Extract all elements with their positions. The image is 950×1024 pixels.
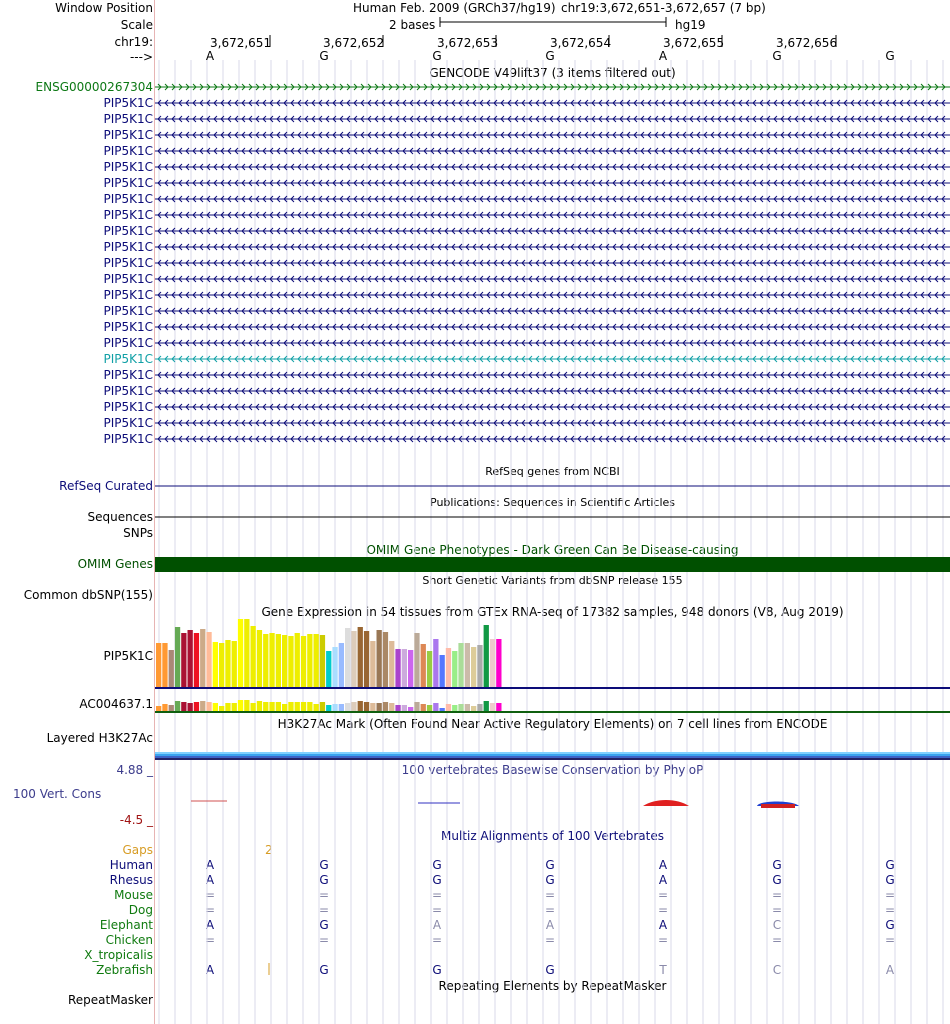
alignment-base: G: [432, 873, 442, 887]
omim-feature-bar: [155, 557, 950, 572]
gtex-tissue-bar: [206, 702, 211, 711]
alignment-base: =: [318, 903, 330, 917]
gencode-item-label[interactable]: PIP5K1C: [103, 176, 153, 190]
h3k27ac-track-label[interactable]: Layered H3K27Ac: [46, 731, 153, 745]
alignment-base: =: [204, 888, 216, 902]
gencode-item-label[interactable]: PIP5K1C: [103, 192, 153, 206]
gtex-tissue-bar: [377, 703, 382, 711]
alignment-base: =: [431, 933, 443, 947]
gtex-tissue-bar: [370, 703, 375, 711]
gtex-tissue-bar: [320, 635, 325, 687]
gtex-tissue-bar: [232, 641, 237, 687]
track-image-area[interactable]: [155, 0, 950, 1024]
gtex-tissue-bar: [471, 706, 476, 711]
refseq-track-label[interactable]: RefSeq Curated: [59, 479, 153, 493]
h3k27ac-layer: [155, 756, 950, 758]
gtex-tissue-bar: [156, 706, 161, 711]
alignment-base: G: [772, 858, 782, 872]
alignment-base: G: [319, 873, 329, 887]
gtex-tissue-bar: [465, 704, 470, 711]
gtex-tissue-bar: [408, 650, 413, 687]
gtex-tissue-bar: [295, 633, 300, 687]
gtex-tissue-bar: [225, 640, 230, 687]
gap-count: 2: [265, 843, 273, 857]
alignment-base: =: [431, 903, 443, 917]
gtex-tissue-bar: [251, 626, 256, 687]
ref-base: A: [658, 49, 668, 63]
window-position-label: Window Position: [55, 1, 153, 15]
gtex-tissue-bar: [200, 701, 205, 711]
phylop-min-label: -4.5 _: [119, 813, 153, 827]
gtex-gene-label[interactable]: PIP5K1C: [103, 649, 153, 663]
alignment-base: =: [318, 933, 330, 947]
ref-base: G: [772, 49, 782, 63]
alignment-base: G: [319, 858, 329, 872]
gtex-tissue-bar: [414, 633, 419, 687]
refseq-track-title: RefSeq genes from NCBI: [485, 465, 620, 478]
phylop-max-label: 4.88 _: [116, 763, 153, 777]
gencode-item-label[interactable]: PIP5K1C: [103, 352, 153, 366]
alignment-base: =: [884, 933, 896, 947]
gtex-tissue-bar: [471, 647, 476, 687]
species-label: Mouse: [114, 888, 153, 902]
gtex-tissue-bar: [188, 703, 193, 711]
phylop-logo-g: [761, 804, 795, 808]
gtex-tissue-bar: [288, 636, 293, 687]
gtex-tissue-bar: [238, 700, 243, 711]
scale-label: Scale: [120, 18, 153, 32]
alignment-base: T: [659, 963, 667, 977]
coord-tick-label: 3,672,656: [776, 36, 838, 50]
gtex-tissue-bar: [452, 651, 457, 687]
gencode-item-label[interactable]: PIP5K1C: [103, 416, 153, 430]
gtex-tissue-bar: [263, 634, 268, 687]
gtex-tissue-bar: [162, 643, 167, 687]
alignment-base: =: [544, 933, 556, 947]
gtex-tissue-bar: [490, 703, 495, 711]
chrom-label: chr19:: [114, 35, 153, 49]
ref-base: A: [205, 49, 215, 63]
alignment-base: =: [771, 903, 783, 917]
gtex-tissue-bar: [169, 650, 174, 687]
gtex-tissue-bar: [200, 629, 205, 687]
alignment-base: C: [772, 963, 782, 977]
position-text: chr19:3,672,651-3,672,657 (7 bp): [561, 1, 766, 15]
gtex-tissue-bar: [339, 704, 344, 711]
gtex-tissue-bar: [458, 643, 463, 687]
omim-track-label[interactable]: OMIM Genes: [77, 557, 153, 571]
alignment-base: =: [204, 903, 216, 917]
alignment-base: G: [885, 873, 895, 887]
species-label: Dog: [128, 903, 153, 917]
species-label: X_tropicalis: [84, 948, 153, 962]
alignment-base: A: [432, 918, 442, 932]
alignment-base: =: [771, 888, 783, 902]
gtex-tissue-bar: [490, 639, 495, 687]
alignment-base: A: [885, 963, 895, 977]
gtex-tissue-bar: [440, 655, 445, 687]
coord-tick-label: 3,672,653: [437, 36, 499, 50]
gtex-tissue-bar: [427, 705, 432, 711]
multiz-track-title: Multiz Alignments of 100 Vertebrates: [440, 829, 665, 843]
alignment-base: =: [771, 933, 783, 947]
gtex-tissue-bar: [458, 704, 463, 711]
coord-tick-label: 3,672,654: [550, 36, 612, 50]
gtex-tissue-bar: [206, 632, 211, 687]
gtex-tissue-bar: [314, 704, 319, 711]
alignment-base: G: [319, 918, 329, 932]
gtex-tissue-bar: [213, 703, 218, 711]
gencode-item-label[interactable]: PIP5K1C: [103, 400, 153, 414]
gencode-item-label[interactable]: PIP5K1C: [103, 432, 153, 446]
alignment-base: =: [544, 888, 556, 902]
gtex-tissue-bar: [421, 704, 426, 711]
gtex-tissue-bar: [301, 636, 306, 687]
gencode-item-label[interactable]: PIP5K1C: [103, 384, 153, 398]
alignment-base: =: [431, 888, 443, 902]
gtex-tissue-bar: [188, 630, 193, 687]
gtex-tissue-bar: [358, 701, 363, 711]
gtex-tissue-bar: [389, 703, 394, 711]
species-label: Elephant: [99, 918, 153, 932]
gencode-track-title: GENCODE V49lift37 (3 items filtered out): [429, 66, 676, 80]
gencode-item-label[interactable]: PIP5K1C: [103, 128, 153, 142]
gtex-tissue-bar: [194, 633, 199, 687]
publications-track-title: Publications: Sequences in Scientific Articles: [430, 496, 675, 509]
gtex-tissue-bar: [477, 645, 482, 687]
gtex-tissue-bar: [257, 701, 262, 711]
gencode-item-label[interactable]: PIP5K1C: [103, 320, 153, 334]
gtex-tissue-bar: [295, 702, 300, 711]
gencode-item-label[interactable]: PIP5K1C: [103, 224, 153, 238]
alignment-base: =: [544, 903, 556, 917]
gtex-tissue-bar: [288, 702, 293, 711]
alignment-base: A: [658, 858, 668, 872]
alignment-base: =: [884, 888, 896, 902]
scale-text: 2 bases: [389, 18, 436, 32]
repeatmasker-track-label[interactable]: RepeatMasker: [67, 993, 153, 1007]
gtex-tissue-bar: [332, 704, 337, 711]
gtex-tissue-bar: [358, 627, 363, 687]
alignment-base: G: [545, 873, 555, 887]
gtex-tissue-bar: [370, 641, 375, 687]
gtex-tissue-bar: [269, 702, 274, 711]
gtex-tissue-bar: [326, 705, 331, 711]
gtex-tissue-bar: [414, 702, 419, 711]
gtex-tissue-bar: [282, 635, 287, 687]
gtex-tissue-bar: [364, 631, 369, 687]
assembly-text: Human Feb. 2009 (GRCh37/hg19): [353, 1, 556, 15]
gtex-tissue-bar: [232, 703, 237, 711]
gtex-tissue-bar: [345, 703, 350, 711]
gtex-tissue-bar: [257, 630, 262, 687]
gtex-tissue-bar: [307, 634, 312, 687]
gtex-tissue-bar: [332, 647, 337, 687]
omim-track-title: OMIM Gene Phenotypes - Dark Green Can Be Disease-causing: [366, 543, 739, 557]
gtex-tissue-bar: [219, 643, 224, 687]
gtex-tissue-bar: [427, 651, 432, 687]
h3k27ac-layer: [155, 752, 950, 754]
gencode-item-label[interactable]: PIP5K1C: [103, 208, 153, 222]
alignment-base: A: [205, 918, 215, 932]
gtex-tissue-bar: [307, 702, 312, 711]
dbsnp-track-title: Short Genetic Variants from dbSNP release 155: [422, 574, 683, 587]
gencode-item-label[interactable]: PIP5K1C: [103, 336, 153, 350]
gtex-tissue-bar: [320, 702, 325, 711]
db-text: hg19: [675, 18, 706, 32]
gtex-tissue-bar: [364, 702, 369, 711]
alignment-base: G: [772, 873, 782, 887]
gtex-tissue-bar: [351, 702, 356, 711]
gtex-tissue-bar: [269, 633, 274, 687]
gencode-item-label[interactable]: PIP5K1C: [103, 272, 153, 286]
gtex-tissue-bar: [225, 703, 230, 711]
gtex-tissue-bar: [244, 700, 249, 711]
gtex-tissue-bar: [402, 705, 407, 711]
snps-track-label[interactable]: SNPs: [123, 526, 153, 540]
gtex-tissue-bar: [181, 702, 186, 711]
alignment-base: A: [205, 963, 215, 977]
gtex-tissue-bar: [440, 708, 445, 711]
gencode-item-label[interactable]: PIP5K1C: [103, 240, 153, 254]
alignment-base: C: [772, 918, 782, 932]
ref-base: G: [885, 49, 895, 63]
gtex-tissue-bar: [194, 702, 199, 711]
gtex-tissue-bar: [377, 630, 382, 687]
gtex-tissue-bar: [181, 633, 186, 687]
gtex-tissue-bar: [446, 704, 451, 711]
phylop-track-label[interactable]: 100 Vert. Cons: [13, 787, 102, 801]
gtex-tissue-bar: [169, 705, 174, 711]
gtex-tissue-bar: [452, 705, 457, 711]
ref-base: G: [432, 49, 442, 63]
gtex-tissue-bar: [408, 707, 413, 711]
gtex-tissue-bar: [402, 649, 407, 687]
alignment-base: =: [657, 888, 669, 902]
alignment-base: =: [884, 903, 896, 917]
gencode-item-label[interactable]: PIP5K1C: [103, 256, 153, 270]
species-label: Chicken: [105, 933, 153, 947]
alignment-base: =: [657, 903, 669, 917]
h3k27ac-layer: [155, 758, 950, 760]
gtex-tissue-bar: [496, 703, 501, 711]
gtex-tissue-bar: [175, 627, 180, 687]
gtex-tissue-bar: [383, 702, 388, 711]
alignment-base: G: [885, 858, 895, 872]
gencode-item-label[interactable]: PIP5K1C: [103, 288, 153, 302]
coord-tick-label: 3,672,655: [663, 36, 725, 50]
gtex-tissue-bar: [484, 625, 489, 687]
gtex-tissue-bar: [219, 706, 224, 711]
gtex-tissue-bar: [213, 642, 218, 687]
gencode-item-label[interactable]: PIP5K1C: [103, 160, 153, 174]
gtex-tissue-bar: [276, 702, 281, 711]
strand-label: --->: [129, 50, 153, 64]
gtex-track-title: Gene Expression in 54 tissues from GTEx RNA-seq of 17382 samples, 948 donors (V8, Aug 2019): [261, 605, 844, 619]
alignment-base: A: [545, 918, 555, 932]
alignment-base: =: [204, 933, 216, 947]
gtex-gene-label[interactable]: AC004637.1: [79, 697, 153, 711]
gtex-tissue-bar: [263, 702, 268, 711]
alignment-base: A: [658, 918, 668, 932]
gencode-item-label[interactable]: PIP5K1C: [103, 96, 153, 110]
gtex-tissue-bar: [238, 619, 243, 687]
repeatmasker-track-title: Repeating Elements by RepeatMasker: [438, 979, 667, 993]
h3k27ac-track-title: H3K27Ac Mark (Often Found Near Active Regulatory Elements) on 7 cell lines from ENCODE: [277, 717, 828, 731]
phylop-logo-a: [643, 800, 689, 806]
gencode-item-label[interactable]: PIP5K1C: [103, 304, 153, 318]
gtex-tissue-bar: [339, 643, 344, 687]
gtex-tissue-bar: [383, 632, 388, 687]
gencode-item-label-first[interactable]: ENSG00000267304: [35, 80, 153, 94]
gtex-tissue-bar: [175, 701, 180, 711]
alignment-base: A: [205, 873, 215, 887]
gtex-tissue-bar: [421, 644, 426, 687]
species-label: Rhesus: [109, 873, 153, 887]
gtex-tissue-bar: [496, 639, 501, 687]
dbsnp-track-label[interactable]: Common dbSNP(155): [23, 588, 153, 602]
alignment-base: G: [319, 963, 329, 977]
gtex-tissue-bar: [345, 628, 350, 687]
alignment-base: G: [885, 918, 895, 932]
gtex-tissue-bar: [465, 643, 470, 687]
alignment-base: =: [318, 888, 330, 902]
h3k27ac-layer: [155, 754, 950, 756]
gencode-item-label[interactable]: PIP5K1C: [103, 144, 153, 158]
gtex-tissue-bar: [282, 704, 287, 711]
gtex-tissue-bar: [433, 639, 438, 687]
alignment-base: G: [432, 963, 442, 977]
gtex-tissue-bar: [389, 641, 394, 687]
gtex-tissue-bar: [351, 631, 356, 687]
coord-tick-label: 3,672,652: [323, 36, 385, 50]
ref-base: G: [319, 49, 329, 63]
gtex-tissue-bar: [477, 704, 482, 711]
gtex-tissue-bar: [276, 634, 281, 687]
alignment-base: A: [205, 858, 215, 872]
gtex-tissue-bar: [484, 701, 489, 711]
gtex-tissue-bar: [156, 643, 161, 687]
species-label: Zebrafish: [96, 963, 153, 977]
sequences-track-label[interactable]: Sequences: [87, 510, 153, 524]
ref-base: G: [545, 49, 555, 63]
alignment-base: G: [432, 858, 442, 872]
phylop-track-title: 100 vertebrates Basewise Conservation by PhyloP: [401, 763, 704, 777]
species-label: Human: [109, 858, 153, 872]
gencode-item-label[interactable]: PIP5K1C: [103, 368, 153, 382]
gtex-tissue-bar: [395, 649, 400, 687]
gencode-item-label[interactable]: PIP5K1C: [103, 112, 153, 126]
gtex-tissue-bar: [244, 619, 249, 687]
gaps-label: Gaps: [122, 843, 153, 857]
gtex-tissue-bar: [326, 651, 331, 687]
alignment-base: A: [658, 873, 668, 887]
gtex-tissue-bar: [162, 704, 167, 711]
alignment-base: =: [657, 933, 669, 947]
gtex-tissue-bar: [251, 703, 256, 711]
alignment-base: G: [545, 858, 555, 872]
coord-tick-label: 3,672,651: [210, 36, 272, 50]
gtex-tissue-bar: [314, 634, 319, 687]
gtex-tissue-bar: [301, 702, 306, 711]
gtex-tissue-bar: [395, 705, 400, 711]
gtex-tissue-bar: [446, 648, 451, 687]
browser-track-graphics: [155, 0, 950, 1024]
alignment-base: G: [545, 963, 555, 977]
gtex-tissue-bar: [433, 703, 438, 711]
